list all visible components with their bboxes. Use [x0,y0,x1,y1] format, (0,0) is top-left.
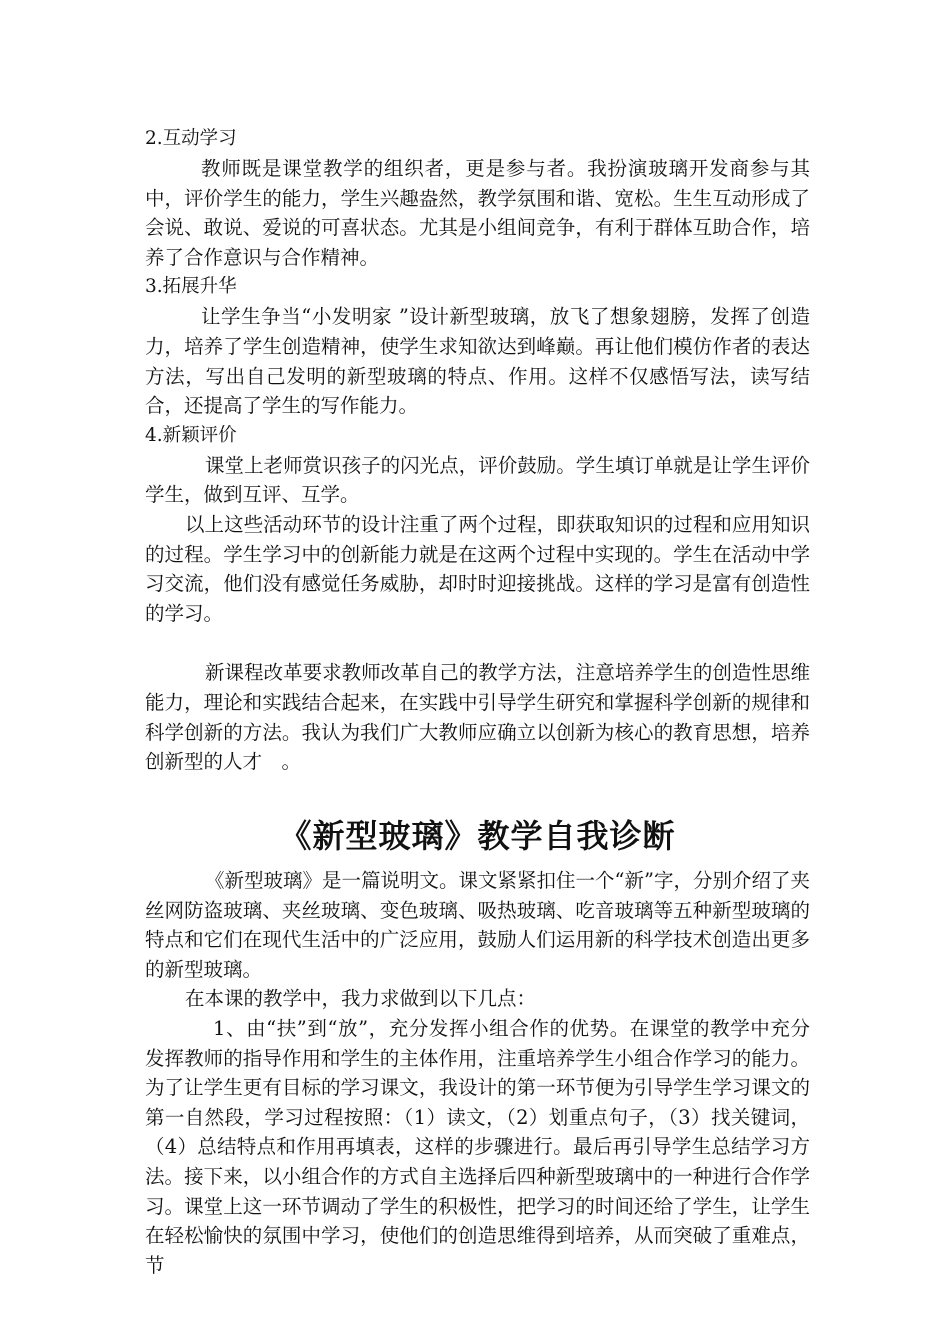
heading-novel-evaluation: 4.新颖评价 [145,424,237,446]
paragraph-interactive-learning: 教师既是课堂教学的组织者，更是参与者。我扮演玻璃开发商参与其中，评价学生的能力，学生兴趣盎然，教学氛围和谐、宽松。生生互动形成了会说、敢说、爱说的可喜状态。尤其是小组间竞争，有利于群体互助合作，培养了合作意识与合作精神。 [145,157,810,269]
section-activity-design [145,124,810,777]
paragraph-point-one: 1、由“扶”到“放”，充分发挥小组合作的优势。在课堂的教学中充分发挥教师的指导作用和学生的主体作用，注重培养学生小组合作学习的能力。为了让学生更有目标的学习课文，我设计的第一环节便为引导学生学习课文的第一自然段，学习过程按照：（1）读文，（2）划重点句子，（3）找关键词，（4）总结特点和作用再填表，这样的步骤进行。最后再引导学生总结学习方法。接下来，以小组合作的方式自主选择后四种新型玻璃中的一种进行合作学习。课堂上这一环节调动了学生的积极性，把学习的时间还给了学生，让学生在轻松愉快的氛围中学习，使他们的创造思维得到培养，从而突破了重难点，节 [145,1016,810,1277]
paragraph-extension: 让学生争当“小发明家 ”设计新型玻璃，放飞了想象翅膀，发挥了创造力，培养了学生创造精神，使学生求知欲达到峰巅。再让他们模仿作者的表达方法，写出自己发明的新型玻璃的特点、作用。这样不仅感悟写法，读写结合，还提高了学生的写作能力。 [145,305,810,418]
section-self-diagnosis [145,812,810,1280]
heading-extension: 3.拓展升华 [145,276,237,298]
heading-interactive-learning: 2.互动学习 [145,128,237,149]
paragraph-intro: 《新型玻璃》是一篇说明文。课文紧紧扣住一个“新”字，分别介绍了夹丝网防盗玻璃、夹丝玻璃、变色玻璃、吸热玻璃、吃音玻璃等五种新型玻璃的特点和它们在现代生活中的广泛应用，鼓励人们运用新的科学技术创造出更多的新型玻璃。 [145,869,810,981]
paragraph-novel-evaluation: 课堂上老师赏识孩子的闪光点，评价鼓励。学生填订单就是让学生评价学生，做到互评、互学。 [145,453,810,507]
blank-line [145,628,810,658]
document-title: 《新型玻璃》教学自我诊断 [279,817,676,855]
paragraph-conclusion: 新课程改革要求教师改革自己的教学方法，注意培养学生的创造性思维能力，理论和实践结合起来，在实践中引导学生研究和掌握科学创新的规律和科学创新的方法。我认为我们广大教师应确立以创新为核心的教育思想，培养创新型的人才 。 [145,661,810,774]
paragraph-points-intro: 在本课的教学中，我力求做到以下几点： [185,987,537,1011]
paragraph-summary: 以上这些活动环节的设计注重了两个过程，即获取知识的过程和应用知识的过程。学生学习中的创新能力就是在这两个过程中实现的。学生在活动中学习交流，他们没有感觉任务威胁，却时时迎接挑战。这样的学习是富有创造性的学习。 [145,512,810,625]
